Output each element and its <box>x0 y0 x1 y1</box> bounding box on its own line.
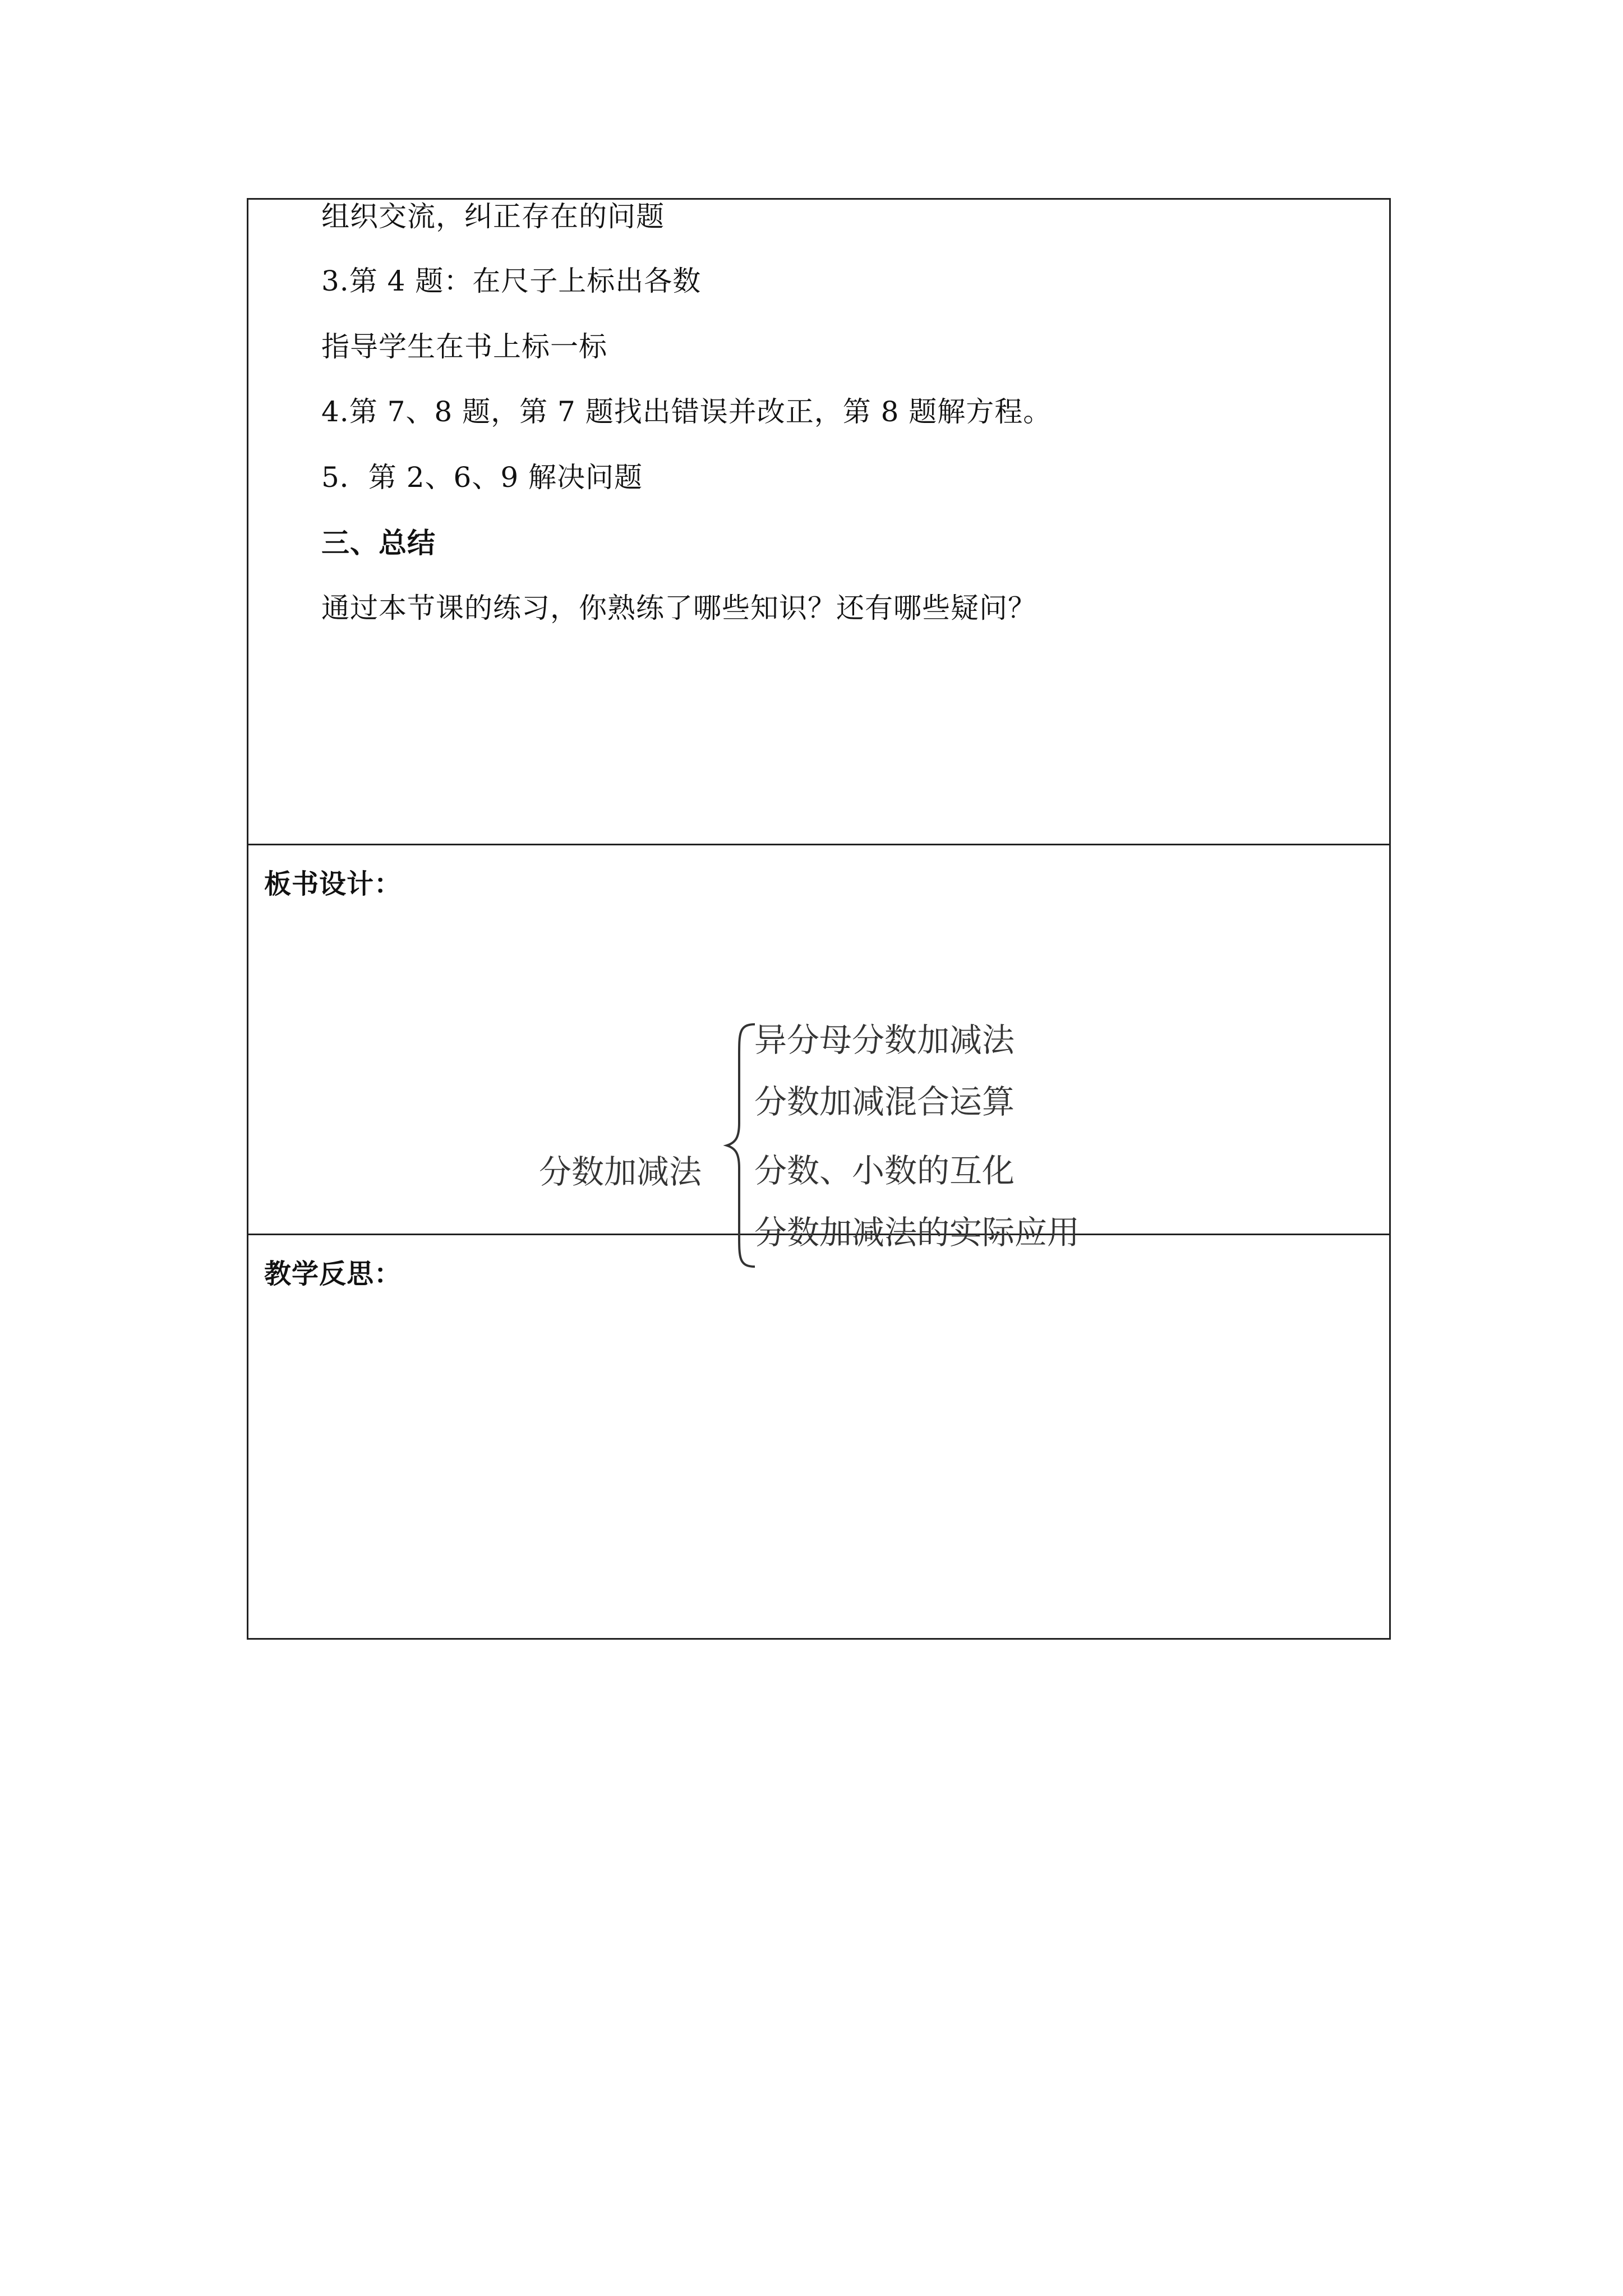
board-item: 分数、小数的互化 <box>754 1152 1015 1190</box>
activity-line: 3.第 4 题：在尺子上标出各数 <box>321 265 702 297</box>
activity-line: 4.第 7、8 题，第 7 题找出错误并改正，第 8 题解方程。 <box>321 395 1052 428</box>
summary-text: 通过本节课的练习，你熟练了哪些知识？还有哪些疑问？ <box>321 592 1036 624</box>
reflection-section <box>248 1234 1389 1638</box>
summary-heading: 三、总结 <box>321 526 436 559</box>
activity-line: 组织交流，纠正存在的问题 <box>321 200 665 233</box>
board-item: 分数加减混合运算 <box>754 1083 1015 1121</box>
board-design-heading: 板书设计： <box>264 868 402 900</box>
activities-section <box>248 200 1389 845</box>
lesson-plan-table <box>247 198 1391 1640</box>
board-root-label: 分数加减法 <box>539 1153 702 1191</box>
reflection-heading: 教学反思： <box>264 1258 402 1290</box>
activity-line: 5．第 2、6、9 解决问题 <box>321 461 643 494</box>
board-diagram <box>248 844 1389 1251</box>
board-design-section <box>248 844 1389 1251</box>
activity-line: 指导学生在书上标一标 <box>321 330 607 363</box>
board-item: 异分母分数加减法 <box>754 1021 1015 1059</box>
board-item: 分数加减法的实际应用 <box>754 1213 1080 1251</box>
